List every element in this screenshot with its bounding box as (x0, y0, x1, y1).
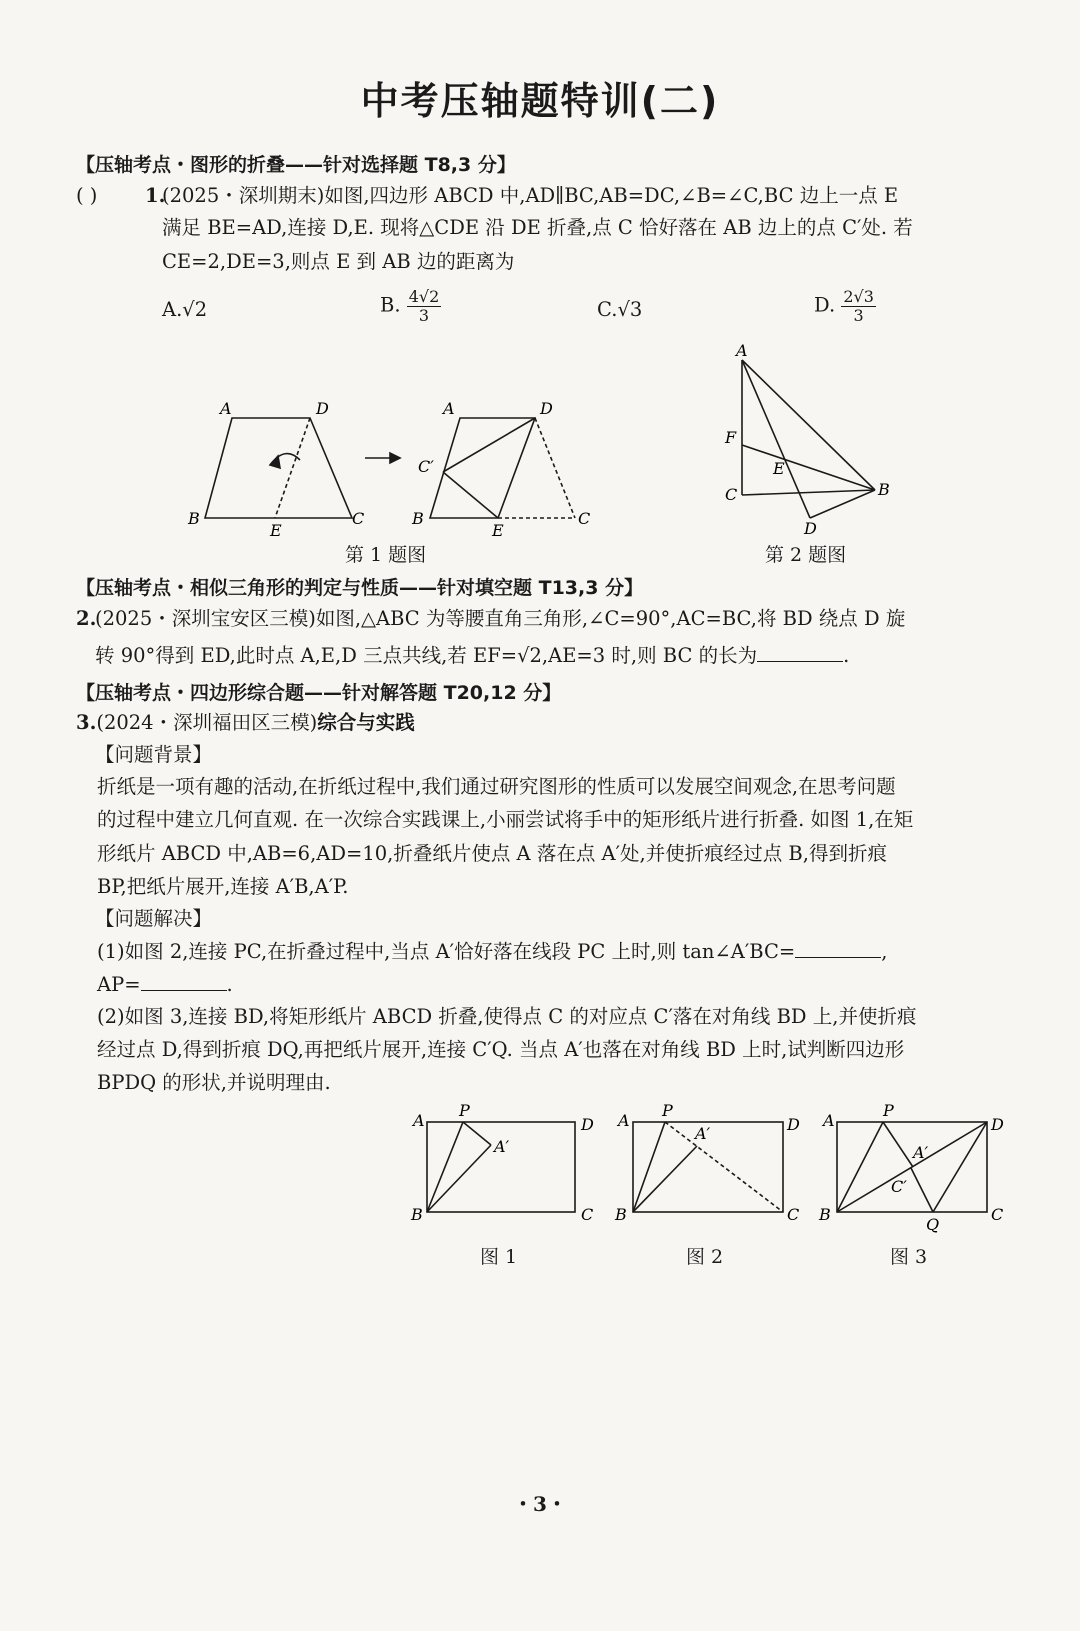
label-D: D (316, 399, 329, 418)
label-A: A (736, 341, 748, 360)
q1-option-b-fraction (407, 288, 442, 324)
q1-option-b-label: B. (380, 293, 401, 317)
q3-solve-label: 【问题解决】 (95, 907, 213, 930)
label-Aprime: A′ (494, 1137, 510, 1156)
q1-text-line2: 满足 BE=AD,连接 D,E. 现将△CDE 沿 DE 折叠,点 C 恰好落在 AB 边上的点 C′处. 若 (162, 216, 913, 239)
fig1-fold-bp (427, 1122, 463, 1212)
q3-figure3-caption: 图 3 (890, 1246, 928, 1268)
q1-number: 1. (145, 184, 166, 207)
q3-part2-line1: (2)如图 3,连接 BD,将矩形纸片 ABCD 折叠,使得点 C 的对应点 C′落在对角线 BD 上,并使折痕 (97, 1005, 917, 1028)
label-B: B (412, 509, 424, 528)
label-P: P (883, 1101, 894, 1120)
label-Cprime: C′ (891, 1177, 907, 1196)
segment-cpe (443, 472, 498, 518)
q3-ap-answer-blank[interactable] (141, 974, 227, 991)
label-B: B (411, 1205, 423, 1224)
fig3-segment-qc (911, 1168, 933, 1212)
q1-option-a[interactable] (162, 298, 207, 321)
label-C: C (725, 485, 738, 504)
q1-option-d-fraction (841, 288, 876, 324)
segment-fb (742, 445, 875, 490)
section-header-folding: 【压轴考点・图形的折叠——针对选择题 T8,3 分】 (76, 154, 516, 176)
segment-db (810, 490, 875, 518)
label-C: C (578, 509, 591, 528)
q1-option-d[interactable] (814, 288, 876, 324)
segment-cb (742, 490, 875, 495)
q3-topic: 综合与实践 (317, 711, 415, 734)
q2-text-line2-body: 转 90°得到 ED,此时点 A,E,D 三点共线,若 EF=√2,AE=3 时,则 BC 的长为 (95, 644, 758, 667)
q2-figure-caption: 第 2 题图 (765, 544, 847, 566)
label-B: B (819, 1205, 831, 1224)
q3-figure2-caption: 图 2 (686, 1246, 724, 1268)
label-P: P (459, 1101, 470, 1120)
label-A: A (413, 1111, 425, 1130)
label-A: A (823, 1111, 835, 1130)
q3-background-line4: BP,把纸片展开,连接 A′B,A′P. (97, 875, 349, 898)
q2-answer-blank[interactable] (757, 645, 843, 662)
q3-background-line3: 形纸片 ABCD 中,AB=6,AD=10,折叠纸片使点 A 落在点 A′处,并使折痕经过点 B,得到折痕 (97, 842, 887, 865)
fig1-rectangle (427, 1122, 575, 1212)
q3-part1-text: (1)如图 2,连接 PC,在折叠过程中,当点 A′恰好落在线段 PC 上时,则 tan∠A′BC= (97, 940, 796, 963)
q3-part1-end: , (881, 940, 888, 963)
section-header-quadrilateral: 【压轴考点・四边形综合题——针对解答题 T20,12 分】 (76, 682, 562, 704)
label-P: P (662, 1101, 673, 1120)
label-Q: Q (926, 1215, 940, 1234)
label-D: D (581, 1115, 594, 1134)
q1-option-c-value: √3 (617, 298, 643, 321)
frac-denominator: 3 (418, 305, 430, 325)
label-C: C (581, 1205, 594, 1224)
q3-figures (405, 1100, 1025, 1235)
label-B: B (878, 480, 890, 499)
label-E: E (492, 521, 504, 540)
label-C: C (787, 1205, 800, 1224)
fig3-segment-pa (883, 1122, 913, 1167)
q1-option-c[interactable] (597, 298, 642, 321)
label-B: B (615, 1205, 627, 1224)
label-A: A (220, 399, 232, 418)
q3-part2-line2: 经过点 D,得到折痕 DQ,再把纸片展开,连接 C′Q. 当点 A′也落在对角线 BD 上时,试判断四边形 (97, 1038, 905, 1061)
frac-denominator: 3 (853, 305, 864, 325)
frac-numerator: 2√3 (843, 287, 874, 306)
q1-option-b[interactable] (380, 288, 441, 324)
q1-option-d-label: D. (814, 293, 836, 317)
q3-ap-label: AP= (97, 973, 141, 996)
fig1-segment-pa (463, 1122, 491, 1145)
label-Aprime: A′ (695, 1124, 711, 1143)
q2-number: 2. (76, 607, 97, 630)
q3-background-line2: 的过程中建立几何直观. 在一次综合实践课上,小丽尝试将手中的矩形纸片进行折叠. 如图 1,在矩 (97, 808, 914, 831)
q3-part1-line1 (97, 940, 887, 963)
label-D: D (991, 1115, 1004, 1134)
q2-text-line2-end: . (843, 644, 850, 667)
q3-tan-answer-blank[interactable] (795, 941, 881, 958)
q1-option-a-label: A. (162, 298, 183, 321)
q1-answer-bracket[interactable]: ( ) (76, 184, 98, 207)
label-C: C (991, 1205, 1004, 1224)
label-A: A (443, 399, 455, 418)
q2-text-line1: (2025・深圳宝安区三模)如图,△ABC 为等腰直角三角形,∠C=90°,AC=BC,将 BD 绕点 D 旋 (95, 607, 906, 630)
q3-source: (2024・深圳福田区三模) (96, 711, 318, 734)
label-D: D (804, 519, 817, 538)
segment-ab (742, 360, 875, 490)
q1-option-c-label: C. (597, 298, 618, 321)
fig3-fold-dq (933, 1122, 987, 1212)
label-A: A (618, 1111, 630, 1130)
q3-part1-line2 (97, 973, 233, 996)
q3-background-label: 【问题背景】 (95, 743, 213, 766)
label-C: C (352, 509, 365, 528)
label-D: D (787, 1115, 800, 1134)
label-F: F (725, 428, 737, 447)
label-B: B (188, 509, 200, 528)
transition-arrowhead-icon (390, 453, 400, 463)
fig1-segment-ab (427, 1145, 491, 1212)
q2-text-line2 (95, 644, 849, 667)
label-Aprime: A′ (913, 1143, 929, 1162)
q2-figure (715, 340, 905, 540)
frac-numerator: 4√2 (408, 287, 440, 306)
q1-option-a-value: √2 (182, 298, 208, 321)
q1-text-line3: CE=2,DE=3,则点 E 到 AB 边的距离为 (162, 250, 515, 273)
label-Cprime: C′ (418, 457, 434, 476)
fig2-segment-ab (633, 1146, 697, 1212)
q3-number: 3. (76, 711, 97, 734)
q1-figure-caption: 第 1 题图 (345, 544, 427, 566)
q3-part2-line3: BPDQ 的形状,并说明理由. (97, 1071, 331, 1094)
page-number: ・3・ (513, 1492, 567, 1516)
label-E: E (270, 521, 282, 540)
trapezoid-right (430, 418, 535, 518)
q3-ap-end: . (226, 973, 233, 996)
q1-figure (170, 390, 630, 540)
segment-dc-dashed (535, 418, 575, 518)
label-E: E (773, 459, 785, 478)
q3-figure1-caption: 图 1 (480, 1246, 518, 1268)
q3-background-line1: 折纸是一项有趣的活动,在折纸过程中,我们通过研究图形的性质可以发展空间观念,在思考问题 (97, 775, 896, 798)
fig2-segment-pc (665, 1122, 783, 1212)
section-header-similar-triangles: 【压轴考点・相似三角形的判定与性质——针对填空题 T13,3 分】 (76, 577, 644, 599)
fig2-fold-bp (633, 1122, 665, 1212)
page-title: 中考压轴题特训(二) (360, 79, 720, 123)
q1-text-line1: (2025・深圳期末)如图,四边形 ABCD 中,AD∥BC,AB=DC,∠B=∠C,BC 边上一点 E (162, 184, 899, 207)
q3-heading (76, 711, 415, 734)
label-D: D (540, 399, 553, 418)
